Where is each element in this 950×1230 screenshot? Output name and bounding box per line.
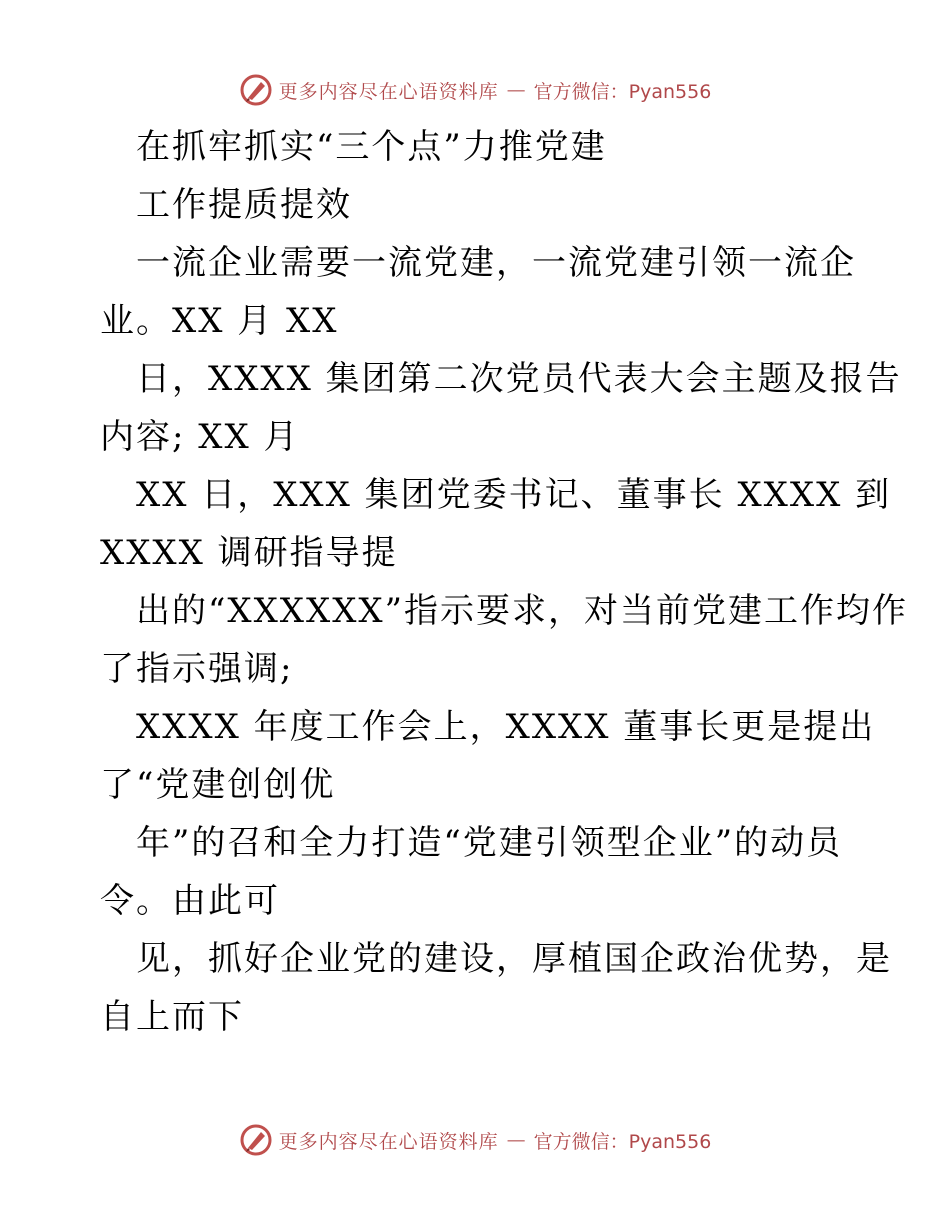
watermark-site-text: 更多内容尽在心语资料库 <box>278 80 499 103</box>
logo-icon <box>239 1123 273 1157</box>
text-line: 自上而下 <box>100 997 244 1037</box>
text-line: XX 日，XXX 集团党委书记、董事长 XXXX 到 <box>136 475 892 515</box>
footer-watermark <box>0 1120 950 1160</box>
watermark-separator: — <box>506 79 526 101</box>
document-body <box>100 118 908 1046</box>
text-line: 日，XXXX 集团第二次党员代表大会主题及报告 <box>136 359 902 399</box>
text-line: 年”的召和全力打造“党建引领型企业”的动员 <box>136 823 843 863</box>
text-line: 令。由此可 <box>100 881 280 921</box>
text-line: 业。XX 月 XX <box>100 301 339 341</box>
watermark-separator: — <box>506 1129 526 1151</box>
text-line: XXXX 年度工作会上，XXXX 董事长更是提出 <box>136 707 876 747</box>
watermark-wechat-text: 官方微信：Pyan556 <box>533 1130 712 1153</box>
watermark-site-text: 更多内容尽在心语资料库 <box>278 1130 499 1153</box>
text-line: 一流企业需要一流党建，一流党建引领一流企 <box>136 243 856 283</box>
text-line: 见，抓好企业党的建设，厚植国企政治优势，是 <box>136 939 892 979</box>
text-line: 了指示强调; <box>100 649 294 689</box>
text-line: XXXX 调研指导提 <box>100 533 398 573</box>
text-line: 内容; XX 月 <box>100 417 300 457</box>
text-line: 了“党建创创优 <box>100 765 336 805</box>
watermark-wechat-text: 官方微信：Pyan556 <box>533 80 712 103</box>
text-line: 工作提质提效 <box>136 185 352 225</box>
text-line: 在抓牢抓实“三个点”力推党建 <box>136 127 607 167</box>
logo-icon <box>239 73 273 107</box>
text-line: 出的“XXXXXX”指示要求，对当前党建工作均作 <box>136 591 908 631</box>
header-watermark <box>0 70 950 110</box>
